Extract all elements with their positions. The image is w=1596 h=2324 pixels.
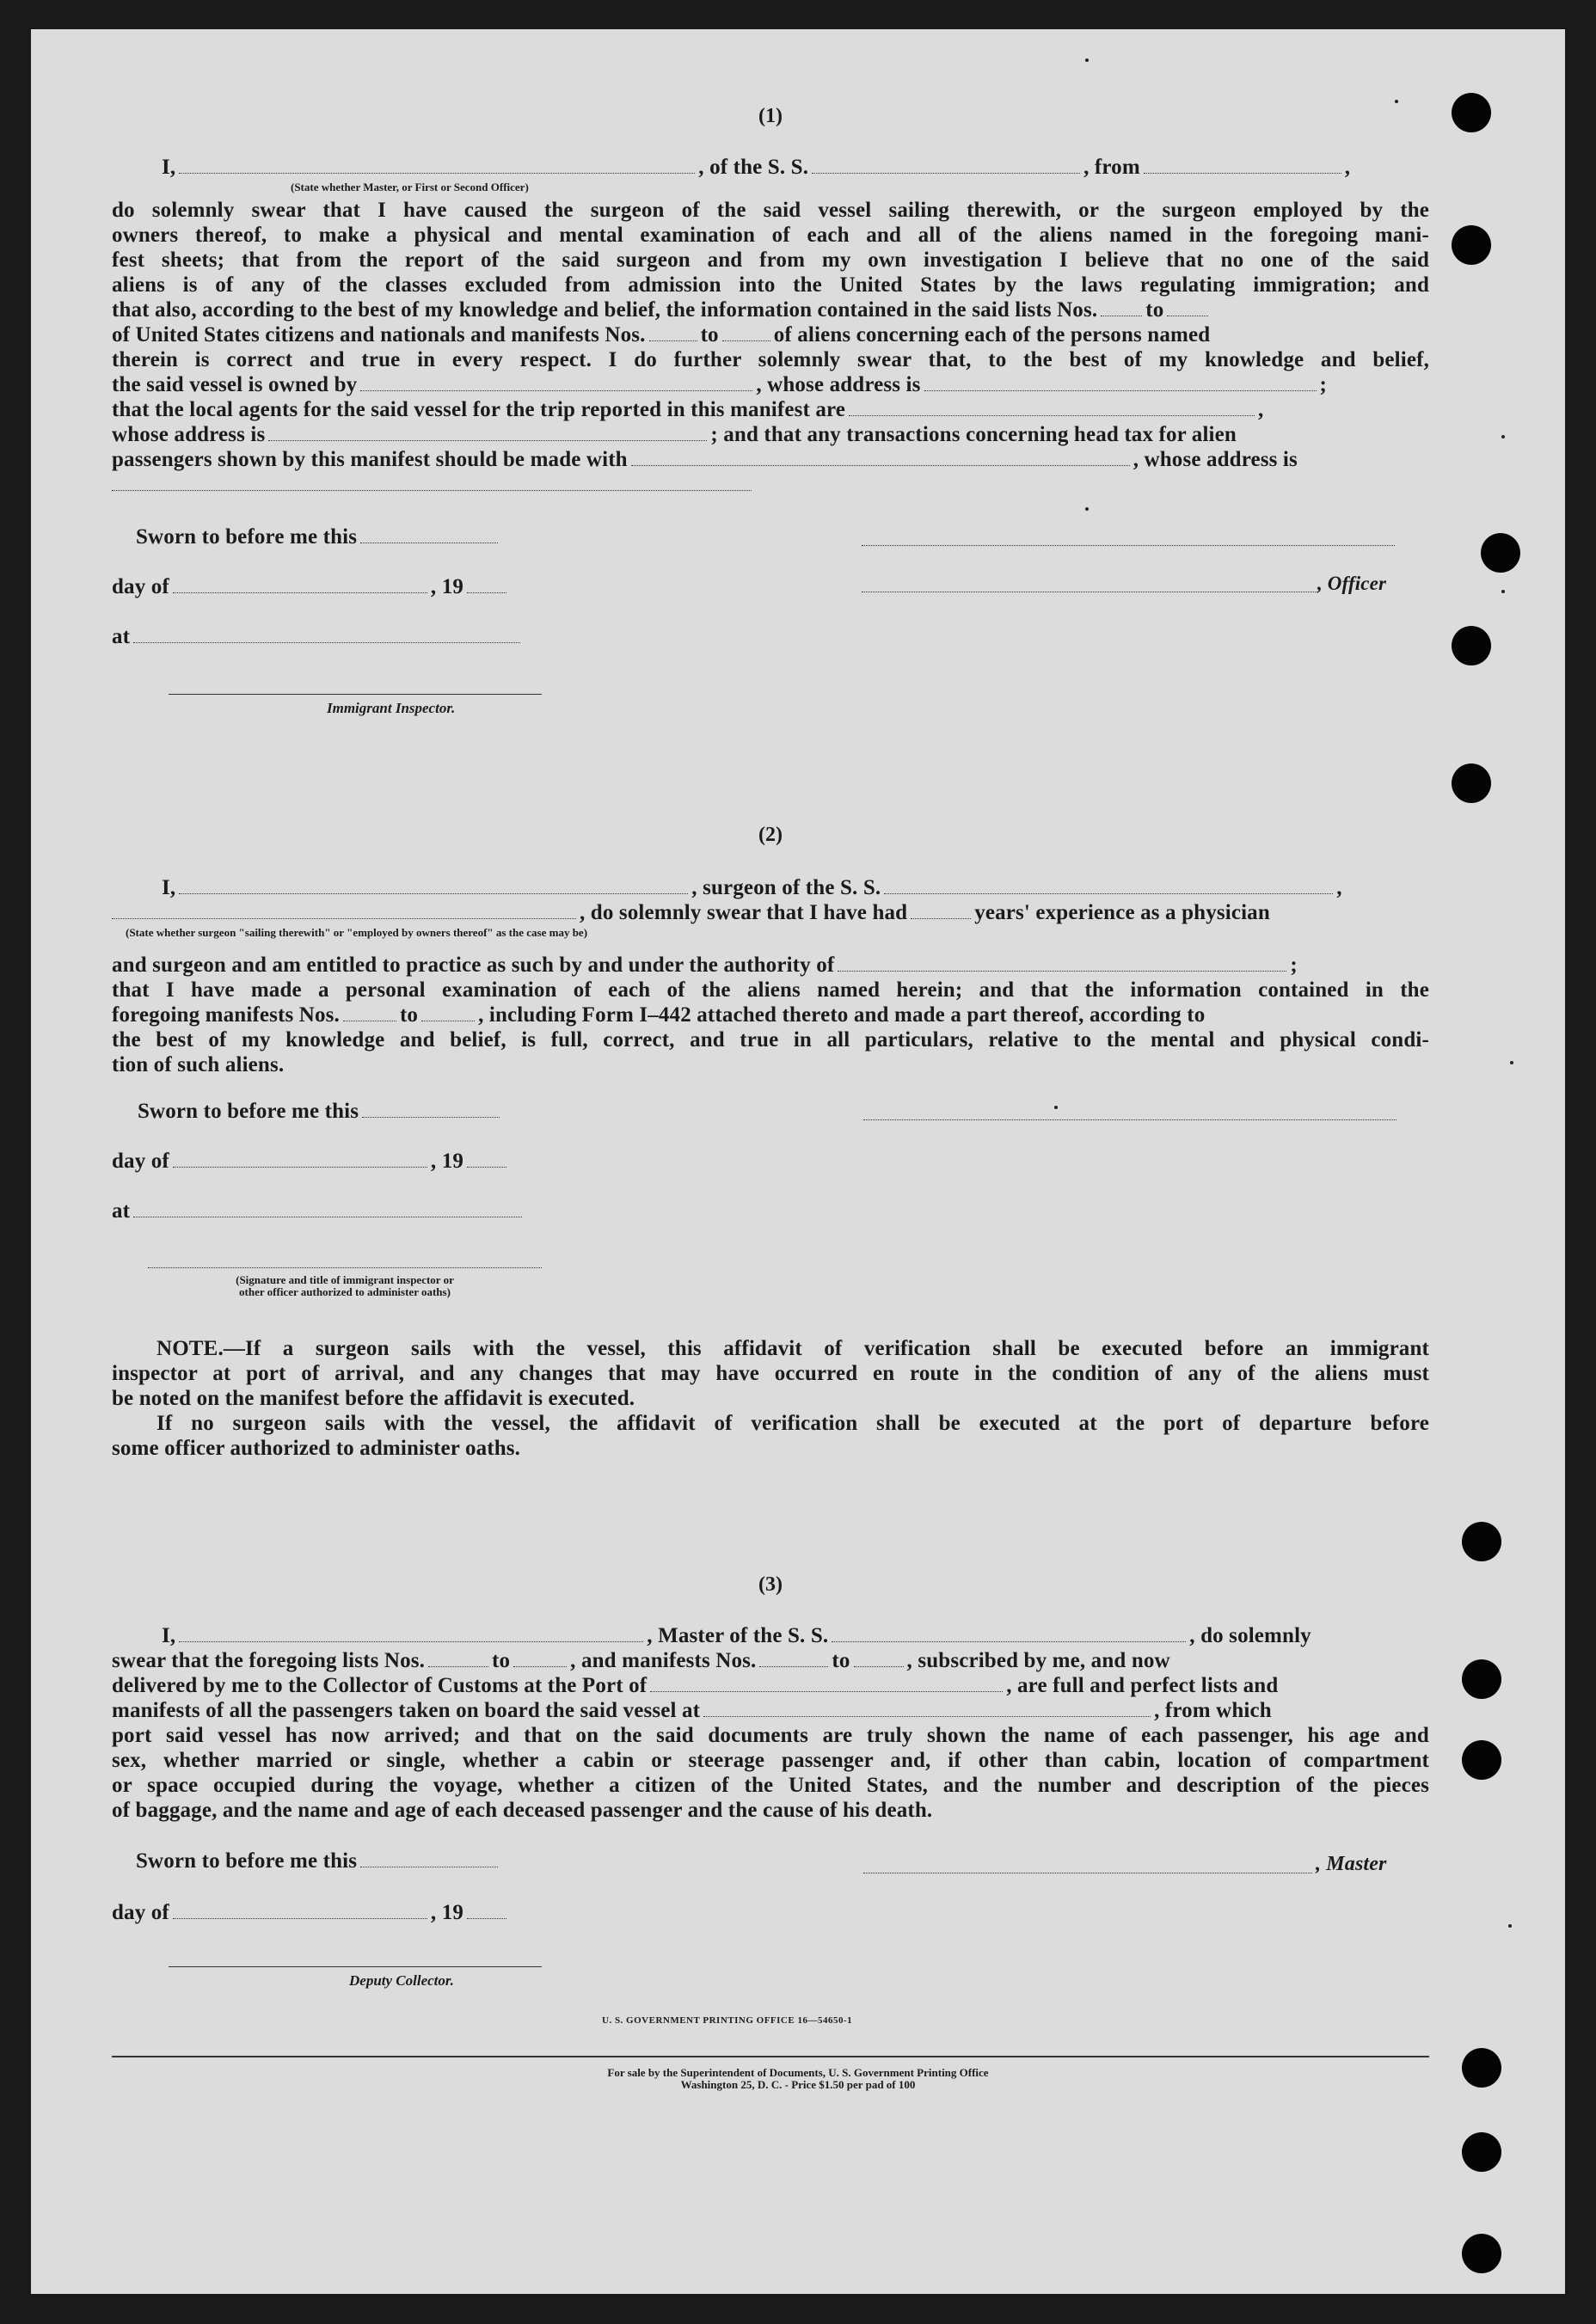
- surgeon-status-field[interactable]: [112, 903, 576, 919]
- master-manifests-to-field[interactable]: [854, 1651, 904, 1667]
- surgeon-month-field[interactable]: [173, 1151, 427, 1168]
- officer-rank-field[interactable]: [179, 157, 695, 174]
- section-2-caption: (State whether surgeon "sailing therewith" or "employed by owners thereof" as the case may be): [126, 926, 588, 939]
- years-experience-field[interactable]: [911, 903, 971, 919]
- ship-name-field[interactable]: [812, 157, 1080, 174]
- footer-rule: [112, 2056, 1429, 2057]
- speck: [1085, 58, 1089, 62]
- surgeon-signature-field[interactable]: [863, 1119, 1396, 1120]
- vessel-owner-field[interactable]: [360, 375, 752, 391]
- lists-from-field[interactable]: [1101, 300, 1142, 316]
- section-1-day-of: day of , 19: [112, 574, 1429, 599]
- year-field[interactable]: [467, 577, 506, 593]
- master-year-field[interactable]: [467, 1903, 506, 1919]
- owner-address-field[interactable]: [924, 375, 1317, 391]
- section-2-line-5: foregoing manifests Nos. to , including Form I–442 attached thereto and made a part thereof, according to: [112, 1003, 1206, 1027]
- master-label: , Master: [1316, 1853, 1387, 1875]
- master-name-field[interactable]: [179, 1626, 643, 1642]
- section-1-line-2: do solemnly swear that I have caused the surgeon of the said vessel sailing therewith, or the surgeon employed by the: [112, 199, 1429, 222]
- section-2-line-1: I, , surgeon of the S. S. ,: [162, 876, 1342, 899]
- master-month-field[interactable]: [173, 1903, 427, 1919]
- section-3-sworn: Sworn to before me this: [136, 1849, 1453, 1873]
- section-2-line-4: that I have made a personal examination of each of the aliens named herein; and that the information contained in the: [112, 978, 1429, 1002]
- master-ship-field[interactable]: [832, 1626, 1186, 1642]
- surgeon-manifests-from-field[interactable]: [343, 1005, 396, 1021]
- collector-signature-line[interactable]: [169, 1966, 542, 1967]
- speck: [1501, 435, 1505, 438]
- section-2-at: at: [112, 1199, 1429, 1223]
- inspector-label: Immigrant Inspector.: [327, 700, 456, 716]
- punch-hole: [1452, 225, 1491, 265]
- punch-hole: [1452, 626, 1491, 665]
- head-tax-address-field[interactable]: [112, 490, 752, 491]
- sworn-day-field[interactable]: [360, 527, 498, 543]
- manifests-from-field[interactable]: [649, 325, 697, 341]
- master-lists-to-field[interactable]: [513, 1651, 567, 1667]
- section-1-line-7: of United States citizens and nationals and manifests Nos. to of aliens concerning each of the persons named: [112, 323, 1211, 346]
- section-1-line-5: aliens is of any of the classes excluded from admission into the United States by the laws regulating immigration; and: [112, 273, 1429, 297]
- speck: [1054, 1106, 1058, 1109]
- manifests-to-field[interactable]: [722, 325, 770, 341]
- section-2-line-7: tion of such aliens.: [112, 1053, 285, 1076]
- section-1-line-10: that the local agents for the said vessel for the trip reported in this manifest are ,: [112, 398, 1264, 421]
- license-authority-field[interactable]: [838, 955, 1286, 972]
- section-1-line-11: whose address is ; and that any transactions concerning head tax for alien: [112, 423, 1237, 446]
- month-field[interactable]: [173, 577, 427, 593]
- section-3-line-5: port said vessel has now arrived; and that on the said documents are truly shown the name of each passenger, his age and: [112, 1724, 1429, 1747]
- section-1-caption: (State whether Master, or First or Second Officer): [291, 181, 529, 193]
- section-1-at: at: [112, 624, 1429, 649]
- surgeon-name-field[interactable]: [179, 878, 688, 894]
- origin-port-field[interactable]: [1144, 157, 1341, 174]
- printer-imprint: U. S. GOVERNMENT PRINTING OFFICE 16—54650-1: [602, 2015, 853, 2026]
- section-2-line-3: and surgeon and am entitled to practice as such by and under the authority of ;: [112, 954, 1298, 977]
- port-of-field[interactable]: [650, 1676, 1003, 1692]
- punch-hole: [1462, 2132, 1501, 2172]
- master-sworn-day-field[interactable]: [360, 1851, 498, 1867]
- punch-hole: [1462, 1740, 1501, 1780]
- note-line-3: be noted on the manifest before the affidavit is executed.: [112, 1387, 635, 1410]
- inspector-signature-line[interactable]: [169, 694, 542, 695]
- surgeon-manifests-to-field[interactable]: [421, 1005, 475, 1021]
- speck: [1508, 1924, 1512, 1928]
- agents-address-field[interactable]: [268, 425, 707, 441]
- punch-hole: [1462, 1659, 1501, 1699]
- boarding-port-field[interactable]: [703, 1701, 1151, 1717]
- surgeon-ship-field[interactable]: [884, 878, 1333, 894]
- punch-hole: [1462, 1522, 1501, 1561]
- section-1-line-12: passengers shown by this manifest should be made with , whose address is: [112, 448, 1298, 471]
- officer-label: , Officer: [1317, 573, 1387, 594]
- section-2-day-of: day of , 19: [112, 1149, 1429, 1174]
- signature-caption: (Signature and title of immigrant inspector or other officer authorized to administer oaths): [236, 1273, 454, 1298]
- punch-hole: [1462, 2234, 1501, 2273]
- section-3-line-2: swear that the foregoing lists Nos. to , and manifests Nos. to , subscribed by me, and now: [112, 1649, 1170, 1672]
- section-1-number: (1): [758, 105, 783, 127]
- section-1-sworn: Sworn to before me this: [136, 524, 1453, 549]
- section-3-number: (3): [758, 1573, 783, 1596]
- section-1-line-8: therein is correct and true in every respect. I do further solemnly swear that, to the best of my knowledge and belief,: [112, 348, 1429, 371]
- section-2-number: (2): [758, 824, 783, 846]
- note-line-5: some officer authorized to administer oaths.: [112, 1437, 521, 1460]
- master-manifests-from-field[interactable]: [759, 1651, 828, 1667]
- section-3-line-6: sex, whether married or single, whether a cabin or steerage passenger and, if other than cabin, location of compartment: [112, 1749, 1429, 1772]
- collector-label: Deputy Collector.: [349, 1972, 454, 1989]
- head-tax-contact-field[interactable]: [631, 450, 1130, 466]
- section-3-line-1: I, , Master of the S. S. , do solemnly: [162, 1624, 1311, 1647]
- footer-text: For sale by the Superintendent of Documents, U. S. Government Printing Office Washington 25, D. C. - Price $1.50 per pad of 100: [607, 2066, 989, 2091]
- section-2-sworn: Sworn to before me this: [138, 1099, 1455, 1124]
- section-2-line-2: , do solemnly swear that I have had years' experience as a physician: [112, 900, 1429, 925]
- surgeon-year-field[interactable]: [467, 1151, 506, 1168]
- speck: [1085, 507, 1089, 511]
- lists-to-field[interactable]: [1167, 300, 1208, 316]
- speck: [1501, 590, 1505, 593]
- surgeon-sworn-day-field[interactable]: [362, 1101, 500, 1118]
- punch-hole: [1452, 93, 1491, 132]
- punch-hole: [1452, 763, 1491, 803]
- surgeon-place-field[interactable]: [133, 1201, 522, 1217]
- section-1-line-9: the said vessel is owned by , whose address is ;: [112, 373, 1327, 396]
- speck: [1395, 100, 1398, 103]
- section-1-line-4: fest sheets; that from the report of the said surgeon and from my own investigation I believe that no one of the said: [112, 248, 1429, 272]
- section-1-line-1: I, , of the S. S. , from ,: [162, 156, 1351, 179]
- punch-hole: [1481, 533, 1520, 573]
- note-line-4: If no surgeon sails with the vessel, the affidavit of verification shall be executed at the port of departure before: [157, 1412, 1429, 1435]
- master-lists-from-field[interactable]: [428, 1651, 488, 1667]
- local-agents-field[interactable]: [849, 400, 1255, 416]
- speck: [1510, 1061, 1513, 1064]
- section-3-line-4: manifests of all the passengers taken on board the said vessel at , from which: [112, 1699, 1272, 1722]
- section-3-line-8: of baggage, and the name and age of each deceased passenger and the cause of his death.: [112, 1799, 933, 1822]
- note-line-1: NOTE.—If a surgeon sails with the vessel, this affidavit of verification shall be executed before an immigrant: [157, 1337, 1429, 1360]
- section-2-line-6: the best of my knowledge and belief, is full, correct, and true in all particulars, relative to the mental and physical condi-: [112, 1028, 1429, 1052]
- form-page: [31, 29, 1565, 2294]
- section-1-line-6: that also, according to the best of my knowledge and belief, the information contained in the said lists Nos. to: [112, 297, 1429, 322]
- section-1-line-3: owners thereof, to make a physical and mental examination of each and all of the aliens named in the foregoing mani-: [112, 224, 1429, 247]
- surgeon-inspector-signature-field[interactable]: [148, 1267, 542, 1268]
- section-3-line-7: or space occupied during the voyage, whether a citizen of the United States, and the number and description of the pieces: [112, 1774, 1429, 1797]
- note-line-2: inspector at port of arrival, and any changes that may have occurred en route in the condition of any of the aliens must: [112, 1362, 1429, 1385]
- place-field[interactable]: [133, 627, 520, 643]
- section-3-day-of: day of , 19: [112, 1900, 1429, 1925]
- section-3-line-3: delivered by me to the Collector of Customs at the Port of , are full and perfect lists and: [112, 1674, 1279, 1697]
- officer-signature-field[interactable]: [862, 545, 1395, 546]
